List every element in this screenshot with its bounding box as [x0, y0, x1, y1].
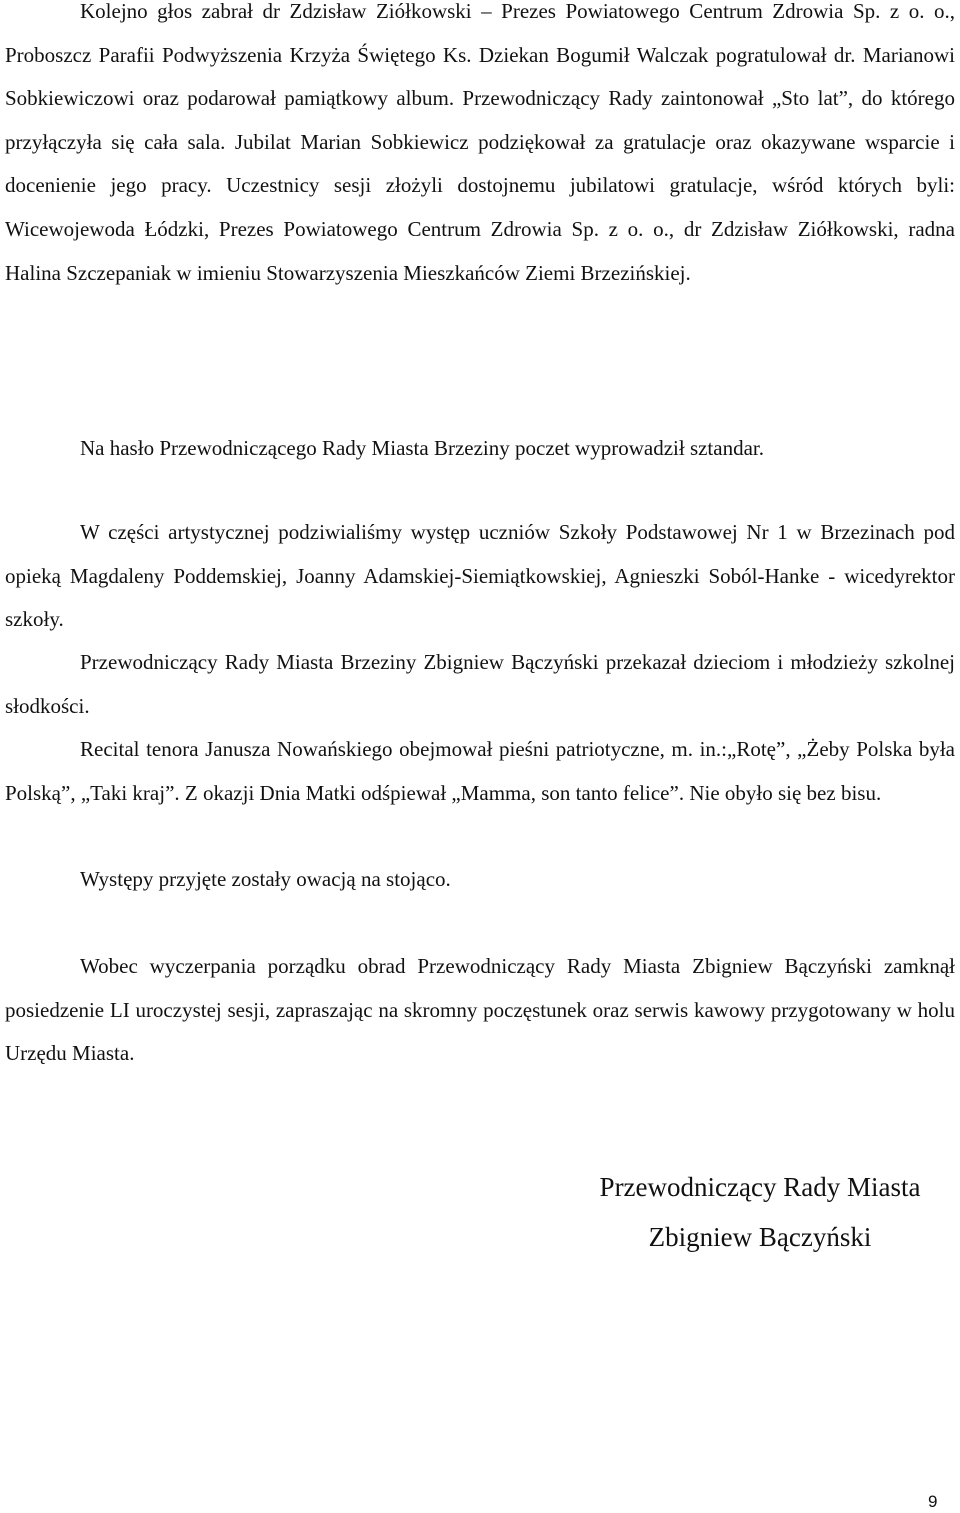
signature-name: Zbigniew Bączyński	[648, 1222, 872, 1252]
paragraph-banner: Na hasło Przewodniczącego Rady Miasta Brzeziny poczet wyprowadził sztandar.	[80, 436, 764, 460]
page-number: 9	[928, 1492, 938, 1511]
paragraph-ovation: Występy przyjęte zostały owacją na stojąco.	[80, 867, 451, 891]
paragraph-ceremony-greetings: Kolejno głos zabrał dr Zdzisław Ziółkowski – Prezes Powiatowego Centrum Zdrowia Sp. z o. o., Proboszcz Parafii Podwyższenia Krzyża Świętego Ks. Dziekan Bogumił Walczak pogratulował dr. Marianowi Sobkiewiczowi oraz podarował pamiątkowy album. Przewodniczący Rady zaintonował „Sto lat”, do którego przyłączyła się cała sala. Jubilat Marian Sobkiewicz podziękował za gratulacje oraz okazywane wsparcie i docenienie jego pracy. Uczestnicy sesji złożyli dostojnemu jubilatowi gratulacje, wśród których byli: Wicewojewoda Łódzki, Prezes Powiatowego Centrum Zdrowia Sp. z o. o., dr Zdzisław Ziółkowski, radna Halina Szczepaniak w imieniu Stowarzyszenia Mieszkańców Ziemi Brzezińskiej.	[5, 0, 955, 285]
paragraph-recital: Recital tenora Janusza Nowańskiego obejmował pieśni patriotyczne, m. in.:„Rotę”, „Żeby Polska była Polską”, „Taki kraj”. Z okazji Dnia Matki odśpiewał „Mamma, son tanto felice”. Nie obyło się bez bisu.	[5, 737, 955, 805]
paragraph-sweets: Przewodniczący Rady Miasta Brzeziny Zbigniew Bączyński przekazał dzieciom i młodzieży szkolnej słodkości.	[5, 650, 955, 718]
signature-role: Przewodniczący Rady Miasta	[599, 1172, 921, 1202]
paragraph-closing: Wobec wyczerpania porządku obrad Przewodniczący Rady Miasta Zbigniew Bączyński zamknął posiedzenie LI uroczystej sesji, zapraszając na skromny poczęstunek oraz serwis kawowy przygotowany w holu Urzędu Miasta.	[5, 954, 955, 1066]
paragraph-artistic-part: W części artystycznej podziwialiśmy występ uczniów Szkoły Podstawowej Nr 1 w Brzezinach pod opieką Magdaleny Poddemskiej, Joanny Adamskiej-Siemiątkowskiej, Agnieszki Soból-Hanke - wicedyrektor szkoły.	[5, 520, 955, 632]
